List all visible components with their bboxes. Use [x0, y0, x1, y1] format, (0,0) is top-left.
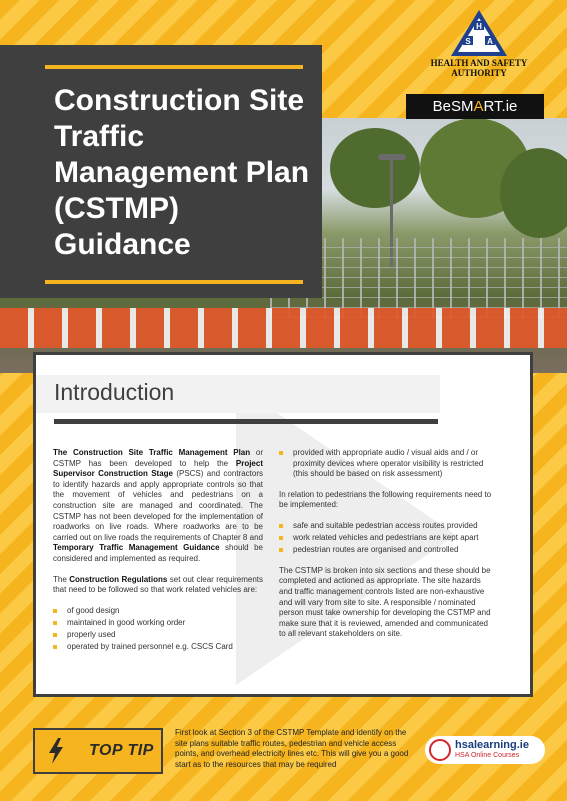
left-column	[53, 448, 263, 663]
right-column	[279, 448, 494, 650]
text: (PSCS) and contractors to identify hazards and apply appropriate controls so that the movement of vehicles and pedestrians on a construction site are managed and coordinated. The CSTMP has not been developed for the implementation of roadworks on live roads. Where roadworks are to be carried out on live roads the requirements of Chapter 8 and	[53, 469, 263, 542]
lightning-icon	[47, 738, 65, 764]
list-item: properly used	[53, 630, 263, 641]
tree	[330, 128, 420, 208]
title-rule-top	[45, 65, 303, 69]
tree	[500, 148, 567, 238]
pedestrian-requirements-list	[279, 521, 494, 556]
section-heading: Introduction	[54, 379, 175, 405]
pedestrian-paragraph: In relation to pedestrians the following requirements need to be implemented:	[279, 489, 492, 510]
top-tip-label: TOP TIP	[89, 742, 154, 759]
list-item: of good design	[53, 606, 263, 617]
hsa-name-line2: AUTHORITY	[451, 68, 507, 78]
top-tip-text: First look at Section 3 of the CSTMP Template and identify on the site plans suitable traffic routes, pedestrian and vehicle access points, and overhead electricity lines etc. This will give you a good start as to the resources that may be required	[175, 728, 409, 769]
list-item: pedestrian routes are organised and controlled	[279, 545, 494, 556]
cstmp-sections-paragraph: The CSTMP is broken into six sections and these should be completed and actioned as appropriate. The site hazards and traffic management controls listed are non-exhaustive and will vary from site to site. A responsible / nominated person must take ownership for developing the CSTMP and make sure that it is reviewed, amended and communicated to all relevant stakeholders on site.	[279, 565, 491, 639]
top-tip-box	[33, 728, 163, 774]
bold-text: Project Supervisor Construction Stage	[53, 458, 263, 479]
list-item: provided with appropriate audio / visual aids and / or proximity devices where operator visibility is restricted (this should be based on risk assessment)	[279, 448, 494, 480]
besmart-logo	[406, 94, 544, 119]
heading-rule	[54, 419, 438, 424]
list-item: operated by trained personnel e.g. CSCS Card	[53, 642, 263, 653]
title-box	[0, 45, 322, 298]
hsa-name-line1: HEALTH AND SAFETY	[430, 58, 528, 68]
hsa-triangle-logo	[449, 8, 509, 58]
hsa-letter-a: A	[487, 37, 493, 46]
hsalearning-subtitle: HSA Online Courses	[455, 752, 520, 759]
hsalearning-logo[interactable]	[425, 736, 545, 764]
page-title: Construction Site Traffic Management Plan (CSTMP) Guidance	[54, 84, 310, 261]
list-item: safe and suitable pedestrian access routes provided	[279, 521, 494, 532]
text: should be considered and implemented as required.	[53, 543, 263, 563]
title-rule-bottom	[45, 280, 303, 284]
text: The	[53, 574, 70, 584]
hsa-letter-s: S	[465, 37, 471, 46]
barrier-fence	[0, 308, 567, 348]
list-item: maintained in good working order	[53, 618, 263, 629]
bold-text: Construction Regulations	[69, 574, 168, 584]
vehicle-requirements-list-cont	[279, 448, 494, 480]
text: set out clear requirements that need to be followed so that work related vehicles are:	[53, 574, 263, 595]
bold-text: The Construction Site Traffic Management Plan	[53, 448, 251, 457]
list-item: work related vehicles and pedestrians are kept apart	[279, 533, 494, 544]
introduction-panel	[33, 352, 533, 697]
intro-paragraph	[53, 448, 263, 565]
regulations-paragraph	[53, 575, 263, 596]
hsa-logo	[424, 8, 534, 83]
text: or CSTMP has been developed to help the	[53, 448, 263, 468]
hsa-letter-h: H	[476, 22, 482, 31]
bold-text: Temporary Traffic Management Guidance	[53, 543, 220, 553]
besmart-text-a: A	[473, 98, 484, 115]
besmart-text-pre: BeSM	[432, 98, 474, 115]
hsalearning-emblem-icon	[429, 739, 451, 761]
vehicle-requirements-list	[53, 606, 263, 653]
hsalearning-name: hsalearning.ie	[455, 739, 529, 751]
besmart-text-post: RT.ie	[483, 98, 518, 115]
